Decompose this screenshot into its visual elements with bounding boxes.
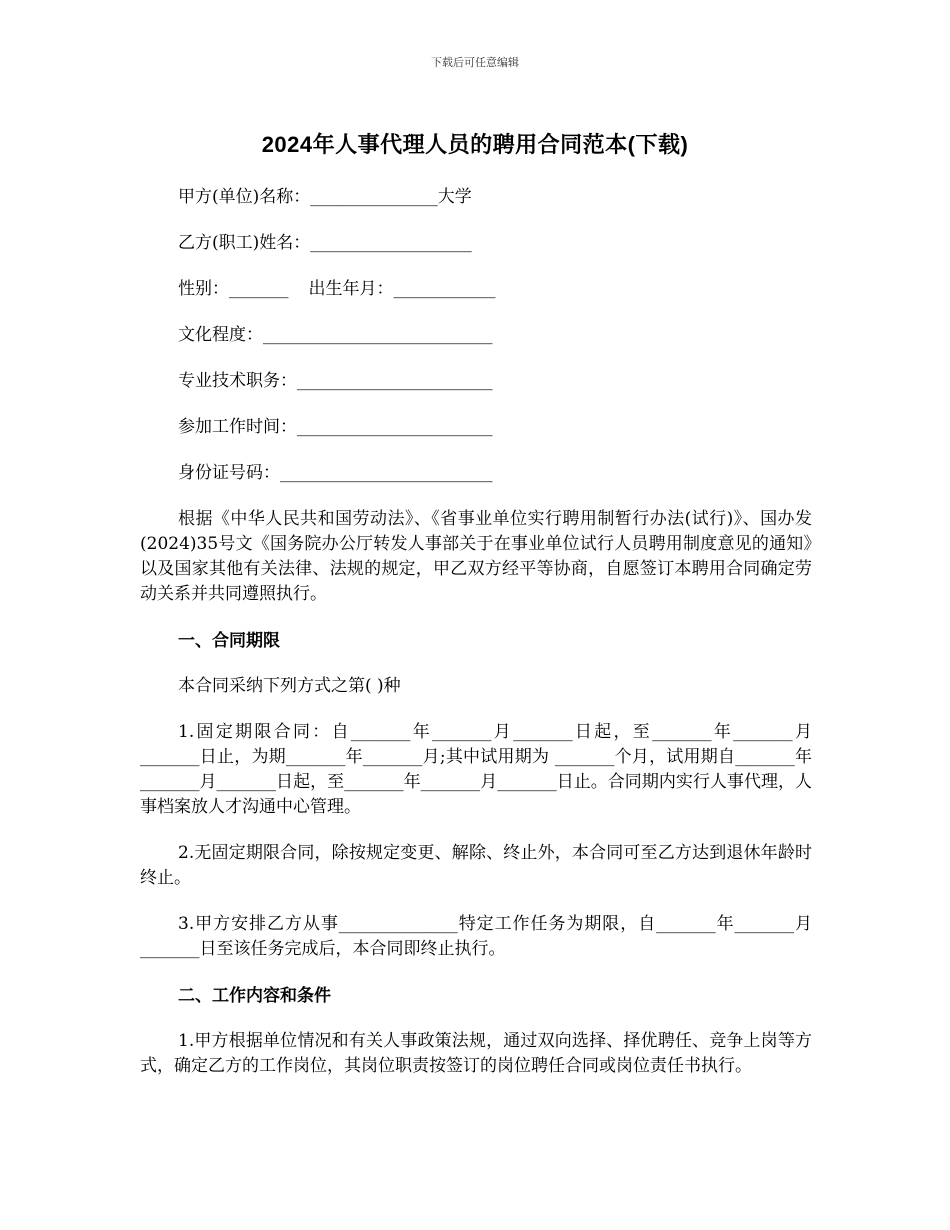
birth-field: 出生年月：____________ [308, 279, 496, 299]
work-start-field: 参加工作时间：_______________________ [178, 417, 493, 437]
gender-field: 性别：_______ [178, 279, 289, 299]
document-title: 2024年人事代理人员的聘用合同范本(下载) [261, 132, 689, 157]
term-item-2: 2.无固定期限合同，除按规定变更、解除、终止外，本合同可至乙方达到退休年龄时终止。 [140, 843, 812, 888]
term-item-3: 3.甲方安排乙方从事______________特定工作任务为期限，自_______年_______月_______日至该任务完成后，本合同即终止执行。 [140, 914, 812, 959]
work-item-1: 1.甲方根据单位情况和有关人事政策法规，通过双向选择、择优聘任、竞争上岗等方式，确定乙方的工作岗位，其岗位职责按签订的岗位聘任合同或岗位责任书执行。 [140, 1031, 812, 1076]
section-heading-term: 一、合同期限 [178, 631, 280, 650]
education-field: 文化程度：___________________________ [178, 325, 493, 345]
id-number-field: 身份证号码：_________________________ [178, 463, 493, 483]
term-lead-paragraph: 本合同采纳下列方式之第( )种 [178, 676, 401, 696]
party-a-field: 甲方(单位)名称：_______________大学 [178, 187, 472, 207]
party-b-field: 乙方(职工)姓名：___________________ [178, 233, 472, 253]
document-body [140, 185, 812, 1100]
gender-birth-row [178, 277, 812, 302]
intro-paragraph: 根据《中华人民共和国劳动法》、《省事业单位实行聘用制暂行办法(试行)》、国办发(2024)35号文《国务院办公厅转发人事部关于在事业单位试行人员聘用制度意见的通知》以及国家其他有关法律、法规的规定，甲乙双方经平等协商，自愿签订本聘用合同确定劳动关系并共同遵照执行。 [140, 509, 812, 604]
section-heading-work: 二、工作内容和条件 [178, 986, 331, 1005]
professional-title-field: 专业技术职务：_______________________ [178, 371, 493, 391]
page-header-note: 下载后可任意编辑 [431, 56, 519, 69]
term-item-1: 1.固定期限合同：自_______年_______月_______日起，至_______年_______月_______日止，为期_______年_______月;其中试用期为 _______个月，试用期自_______年_______月_______日起，至_______年_______月_______日止。合同期内实行人事代理，人事档案放人才沟通中心管理。 [140, 722, 812, 817]
